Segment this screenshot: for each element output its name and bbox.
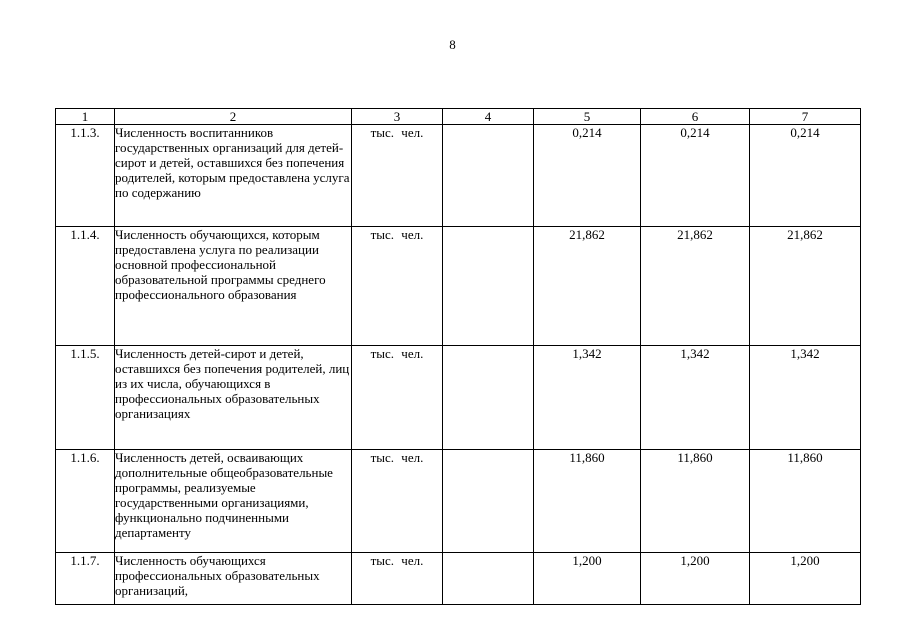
indicator-name: Численность обучающихся, которым предоставлена услуга по реализации основной профессиональной образовательной программы среднего профессионального образования <box>115 227 352 346</box>
col6-cell: 0,214 <box>641 125 750 227</box>
header-cell-3: 3 <box>352 109 443 125</box>
col4-cell <box>443 553 534 605</box>
unit-cell: тыс. чел. <box>352 227 443 346</box>
header-cell-4: 4 <box>443 109 534 125</box>
col6-cell: 11,860 <box>641 450 750 553</box>
col5-cell: 0,214 <box>534 125 641 227</box>
col6-cell: 1,342 <box>641 346 750 450</box>
row-number: 1.1.6. <box>56 450 115 553</box>
col4-cell <box>443 227 534 346</box>
col7-cell: 0,214 <box>750 125 861 227</box>
indicator-name: Численность детей, осваивающих дополнительные общеобразовательные программы, реализуемые государственными организациями, функционально подчиненными департаменту <box>115 450 352 553</box>
table-row <box>56 227 861 346</box>
col5-cell: 1,342 <box>534 346 641 450</box>
col4-cell <box>443 346 534 450</box>
col5-cell: 1,200 <box>534 553 641 605</box>
unit-cell: тыс. чел. <box>352 346 443 450</box>
indicators-table <box>55 108 861 605</box>
col6-cell: 21,862 <box>641 227 750 346</box>
page-number: 8 <box>449 37 456 52</box>
row-number: 1.1.3. <box>56 125 115 227</box>
row-number: 1.1.4. <box>56 227 115 346</box>
indicator-name: Численность обучающихся профессиональных образовательных организаций, <box>115 553 352 605</box>
col7-cell: 1,342 <box>750 346 861 450</box>
unit-cell: тыс. чел. <box>352 450 443 553</box>
col7-cell: 11,860 <box>750 450 861 553</box>
header-cell-1: 1 <box>56 109 115 125</box>
unit-cell: тыс. чел. <box>352 553 443 605</box>
table-row <box>56 346 861 450</box>
table-row <box>56 125 861 227</box>
unit-cell: тыс. чел. <box>352 125 443 227</box>
col7-cell: 21,862 <box>750 227 861 346</box>
col5-cell: 21,862 <box>534 227 641 346</box>
col7-cell: 1,200 <box>750 553 861 605</box>
row-number: 1.1.7. <box>56 553 115 605</box>
col5-cell: 11,860 <box>534 450 641 553</box>
col4-cell <box>443 450 534 553</box>
table-row <box>56 553 861 605</box>
row-number: 1.1.5. <box>56 346 115 450</box>
col6-cell: 1,200 <box>641 553 750 605</box>
header-row <box>56 109 861 125</box>
header-cell-5: 5 <box>534 109 641 125</box>
header-cell-2: 2 <box>115 109 352 125</box>
col4-cell <box>443 125 534 227</box>
header-cell-7: 7 <box>750 109 861 125</box>
indicator-name: Численность детей-сирот и детей, оставшихся без попечения родителей, лиц из их числа, обучающихся в профессиональных образовательных организациях <box>115 346 352 450</box>
indicator-name: Численность воспитанников государственных организаций для детей-сирот и детей, оставшихся без попечения родителей, которым предоставлена услуга по содержанию <box>115 125 352 227</box>
header-cell-6: 6 <box>641 109 750 125</box>
table-row <box>56 450 861 553</box>
